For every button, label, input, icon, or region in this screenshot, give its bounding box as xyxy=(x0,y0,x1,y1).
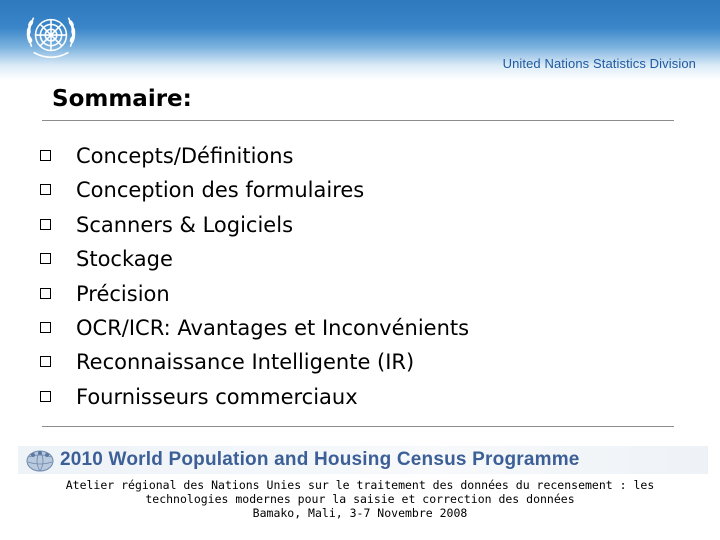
banner-title: 2010 World Population and Housing Census Programme xyxy=(60,449,580,470)
footer-line: technologies modernes pour la saisie et correction des données xyxy=(145,492,575,506)
agenda-list xyxy=(40,141,469,416)
divider-top xyxy=(42,120,674,121)
list-item-label: Conception des formulaires xyxy=(76,178,365,203)
list-item-label: Concepts/Définitions xyxy=(76,144,294,168)
globe-people-icon xyxy=(24,447,56,473)
hollow-square-bullet-icon xyxy=(40,288,51,299)
united-nations-emblem-icon xyxy=(22,8,80,66)
list-item xyxy=(40,382,469,416)
hollow-square-bullet-icon xyxy=(40,184,51,195)
list-item-label: Précision xyxy=(76,281,170,306)
hollow-square-bullet-icon xyxy=(40,150,51,161)
list-item-label: Scanners & Logiciels xyxy=(76,212,294,237)
list-item xyxy=(40,347,469,381)
footer-line: Atelier régional des Nations Unies sur le traitement des données du recensement : les xyxy=(65,478,655,492)
hollow-square-bullet-icon xyxy=(40,356,51,367)
list-item xyxy=(40,313,469,347)
hollow-square-bullet-icon xyxy=(40,219,51,230)
list-item xyxy=(40,210,469,244)
list-item-label: Fournisseurs commerciaux xyxy=(76,384,358,409)
list-item-label: Stockage xyxy=(76,247,173,272)
list-item xyxy=(40,175,469,209)
divider-bottom xyxy=(42,426,674,427)
division-name: United Nations Statistics Division xyxy=(502,56,696,71)
slide-title: Sommaire: xyxy=(52,86,192,112)
hollow-square-bullet-icon xyxy=(40,253,51,264)
list-item xyxy=(40,279,469,313)
header-band xyxy=(0,0,720,80)
list-item-label: OCR/ICR: Avantages et Inconvénients xyxy=(76,315,470,340)
hollow-square-bullet-icon xyxy=(40,391,51,402)
hollow-square-bullet-icon xyxy=(40,322,51,333)
list-item-label: Reconnaissance Intelligente (IR) xyxy=(76,350,415,375)
footer-caption xyxy=(0,478,720,520)
list-item xyxy=(40,141,469,175)
footer-line: Bamako, Mali, 3-7 Novembre 2008 xyxy=(252,506,468,520)
list-item xyxy=(40,244,469,278)
census-programme-banner xyxy=(18,446,708,474)
